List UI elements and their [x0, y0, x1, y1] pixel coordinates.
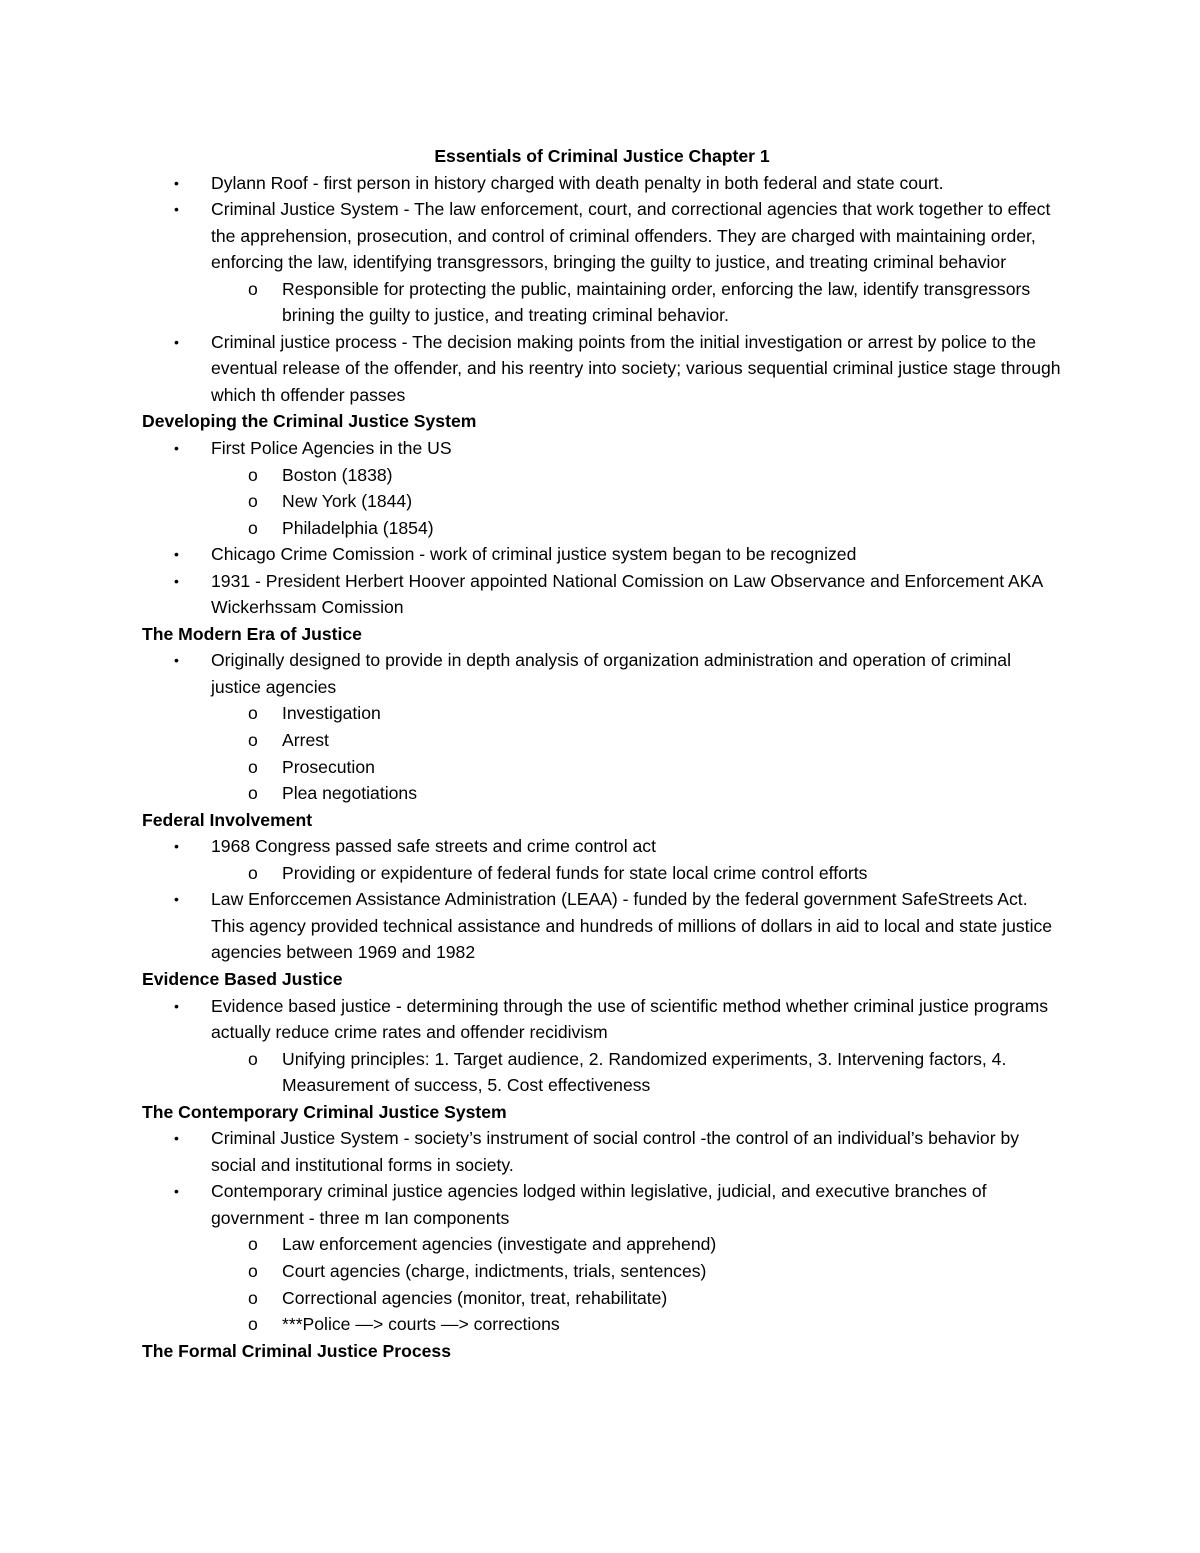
- section-heading: The Formal Criminal Justice Process: [142, 1340, 451, 1361]
- sub-bullet-icon: o: [248, 1048, 258, 1069]
- bullet-icon: •: [174, 333, 179, 350]
- sub-bullet-item: [142, 727, 1062, 754]
- bullet-text: First Police Agencies in the US: [211, 438, 452, 459]
- bullet-item: [142, 1178, 1062, 1231]
- bullet-text: 1968 Congress passed safe streets and crime control act: [211, 836, 656, 857]
- bullet-item: [142, 886, 1062, 966]
- sub-bullet-text: Providing or expidenture of federal funds for state local crime control efforts: [282, 862, 868, 883]
- bullet-icon: •: [174, 572, 179, 589]
- document-body: [142, 143, 1062, 1364]
- section-heading: The Modern Era of Justice: [142, 623, 362, 644]
- bullet-text: Criminal justice process - The decision making points from the initial investigation or arrest by police to the eventual release of the offender, and his reentry into society; various sequential criminal justice stage through which th offender passes: [211, 331, 1061, 405]
- sub-bullet-icon: o: [248, 1314, 258, 1335]
- bullet-icon: •: [174, 891, 179, 908]
- bullet-item: [142, 833, 1062, 860]
- bullet-icon: •: [174, 997, 179, 1014]
- sections-container: [142, 408, 1062, 1364]
- sub-bullet-text: Prosecution: [282, 756, 375, 777]
- sub-bullet-item: [142, 488, 1062, 515]
- sub-bullet-icon: o: [248, 278, 258, 299]
- sub-bullet-text: Plea negotiations: [282, 783, 417, 804]
- bullet-text: Criminal Justice System - The law enforcement, court, and correctional agencies that work together to effect the apprehension, prosecution, and control of criminal offenders. They are charged with maintaining order, enforcing the law, identifying transgressors, bringing the guilty to justice, and treating criminal behavior: [211, 199, 1051, 273]
- sub-bullet-item: [142, 700, 1062, 727]
- document-title: Essentials of Criminal Justice Chapter 1: [434, 146, 770, 166]
- sub-bullet-icon: o: [248, 730, 258, 751]
- section-bullet-list: [142, 435, 1062, 621]
- bullet-item: [142, 329, 1062, 409]
- bullet-icon: •: [174, 440, 179, 457]
- bullet-item: [142, 541, 1062, 568]
- sub-bullet-item: [142, 462, 1062, 489]
- sub-bullet-icon: o: [248, 703, 258, 724]
- bullet-icon: •: [174, 838, 179, 855]
- sub-bullet-icon: o: [248, 783, 258, 804]
- bullet-icon: •: [174, 652, 179, 669]
- section-heading: Federal Involvement: [142, 809, 313, 830]
- sub-bullet-icon: o: [248, 1287, 258, 1308]
- bullet-text: Evidence based justice - determining through the use of scientific method whether criminal justice programs actually reduce crime rates and offender recidivism: [211, 995, 1049, 1043]
- sub-bullet-text: Arrest: [282, 730, 329, 751]
- sub-bullet-item: [142, 1231, 1062, 1258]
- section-bullet-list: [142, 833, 1062, 966]
- sub-bullet-item: [142, 860, 1062, 887]
- intro-bullet-list: [142, 170, 1062, 409]
- sub-bullet-item: [142, 515, 1062, 542]
- sub-bullet-item: [142, 276, 1062, 329]
- sub-bullet-icon: o: [248, 1234, 258, 1255]
- sub-bullet-item: [142, 780, 1062, 807]
- section-bullet-list: [142, 647, 1062, 806]
- sub-bullet-text: Investigation: [282, 703, 381, 724]
- bullet-icon: •: [174, 201, 179, 218]
- sub-bullet-text: ***Police —> courts —> corrections: [282, 1314, 560, 1335]
- sub-bullet-icon: o: [248, 1260, 258, 1281]
- section-bullet-list: [142, 993, 1062, 1099]
- sub-bullet-icon: o: [248, 464, 258, 485]
- bullet-item: [142, 647, 1062, 700]
- sub-bullet-icon: o: [248, 491, 258, 512]
- bullet-item: [142, 170, 1062, 197]
- bullet-text: Criminal Justice System - society’s instrument of social control -the control of an individual’s behavior by social and institutional forms in society.: [211, 1128, 1020, 1175]
- bullet-text: Chicago Crime Comission - work of criminal justice system began to be recognized: [211, 544, 857, 565]
- sub-bullet-item: [142, 1311, 1062, 1338]
- bullet-icon: •: [174, 174, 179, 191]
- sub-bullet-icon: o: [248, 862, 258, 883]
- sub-bullet-text: Philadelphia (1854): [282, 517, 434, 538]
- sub-bullet-text: New York (1844): [282, 491, 413, 512]
- sub-bullet-text: Responsible for protecting the public, maintaining order, enforcing the law, identify transgressors brining the guilty to justice, and treating criminal behavior.: [282, 278, 1031, 326]
- sub-bullet-icon: o: [248, 517, 258, 538]
- bullet-item: [142, 1125, 1062, 1178]
- sub-bullet-item: [142, 1258, 1062, 1285]
- bullet-text: Contemporary criminal justice agencies lodged within legislative, judicial, and executive branches of government - three m Ian components: [211, 1181, 987, 1228]
- sub-bullet-icon: o: [248, 756, 258, 777]
- section-heading: Developing the Criminal Justice System: [142, 411, 477, 432]
- bullet-text: Originally designed to provide in depth analysis of organization administration and operation of criminal justice agencies: [211, 650, 1012, 697]
- bullet-icon: •: [174, 1130, 179, 1147]
- section-heading: Evidence Based Justice: [142, 968, 343, 989]
- sub-bullet-item: [142, 754, 1062, 781]
- bullet-text: Dylann Roof - first person in history charged with death penalty in both federal and state court.: [211, 172, 944, 193]
- bullet-icon: •: [174, 546, 179, 563]
- sub-bullet-text: Law enforcement agencies (investigate and apprehend): [282, 1234, 717, 1255]
- sub-bullet-text: Court agencies (charge, indictments, trials, sentences): [282, 1260, 707, 1281]
- sub-bullet-text: Unifying principles: 1. Target audience, 2. Randomized experiments, 3. Intervening factors, 4. Measurement of success, 5. Cost effectiveness: [282, 1048, 1007, 1096]
- bullet-text: Law Enforccemen Assistance Administration (LEAA) - funded by the federal government SafeStreets Act. This agency provided technical assistance and hundreds of millions of dollars in aid to local and state justice agencies between 1969 and 1982: [211, 889, 1053, 963]
- bullet-text: 1931 - President Herbert Hoover appointed National Comission on Law Observance and Enforcement AKA Wickerhssam Comission: [211, 570, 1043, 618]
- bullet-item: [142, 196, 1062, 276]
- bullet-item: [142, 993, 1062, 1046]
- bullet-item: [142, 435, 1062, 462]
- section-bullet-list: [142, 1125, 1062, 1337]
- sub-bullet-text: Boston (1838): [282, 464, 393, 485]
- bullet-icon: •: [174, 1183, 179, 1200]
- sub-bullet-text: Correctional agencies (monitor, treat, rehabilitate): [282, 1287, 668, 1308]
- section-heading: The Contemporary Criminal Justice System: [142, 1101, 507, 1122]
- bullet-item: [142, 568, 1062, 621]
- sub-bullet-item: [142, 1285, 1062, 1312]
- sub-bullet-item: [142, 1046, 1062, 1099]
